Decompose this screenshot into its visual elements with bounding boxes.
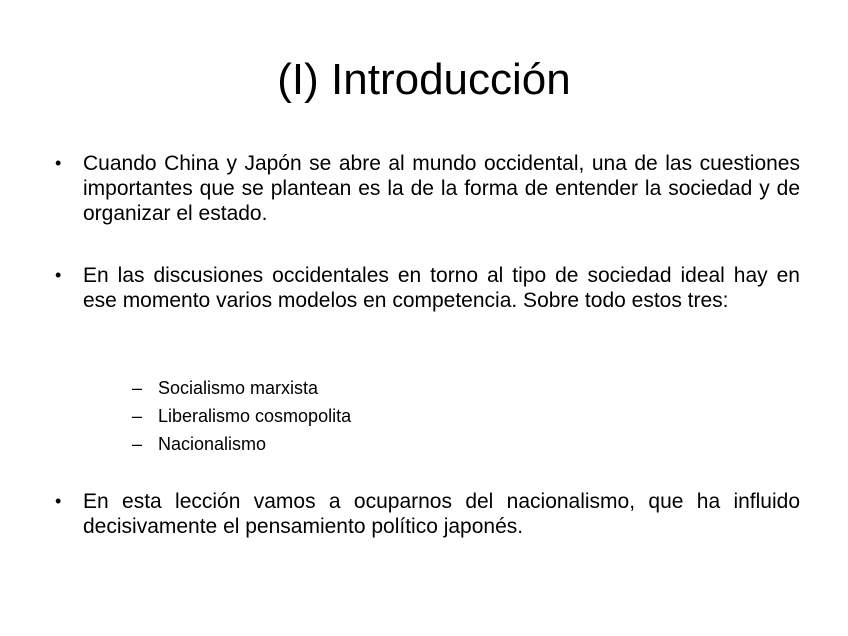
- bullet-marker: •: [55, 153, 62, 173]
- sub-bullet-marker: –: [132, 434, 143, 454]
- sub-bullet-item: [132, 430, 351, 458]
- sub-bullet-text: Nacionalismo: [158, 434, 267, 454]
- sub-bullet-marker: –: [132, 378, 143, 398]
- bullet-item: [55, 151, 800, 226]
- sub-bullet-marker: –: [132, 406, 143, 426]
- bullet-text: En esta lección vamos a ocuparnos del nacionalismo, que ha influido decisivamente el pensamiento político japonés.: [83, 490, 800, 538]
- bullet-item: [55, 263, 800, 313]
- bullet-text: Cuando China y Japón se abre al mundo occidental, una de las cuestiones importantes que se plantean es la de la forma de entender la sociedad y de organizar el estado.: [83, 152, 800, 225]
- sub-bullet-text: Liberalismo cosmopolita: [158, 406, 352, 426]
- sub-bullet-item: [132, 402, 351, 430]
- bullet-item: [55, 489, 800, 539]
- bullet-marker: •: [55, 491, 62, 511]
- sub-bullet-list: [132, 374, 351, 458]
- slide-title: (I) Introducción: [277, 55, 571, 104]
- bullet-text: En las discusiones occidentales en torno al tipo de sociedad ideal hay en ese momento varios modelos en competencia. Sobre todo estos tres:: [83, 264, 800, 312]
- bullet-marker: •: [55, 265, 62, 285]
- sub-bullet-text: Socialismo marxista: [158, 378, 319, 398]
- sub-bullet-item: [132, 374, 351, 402]
